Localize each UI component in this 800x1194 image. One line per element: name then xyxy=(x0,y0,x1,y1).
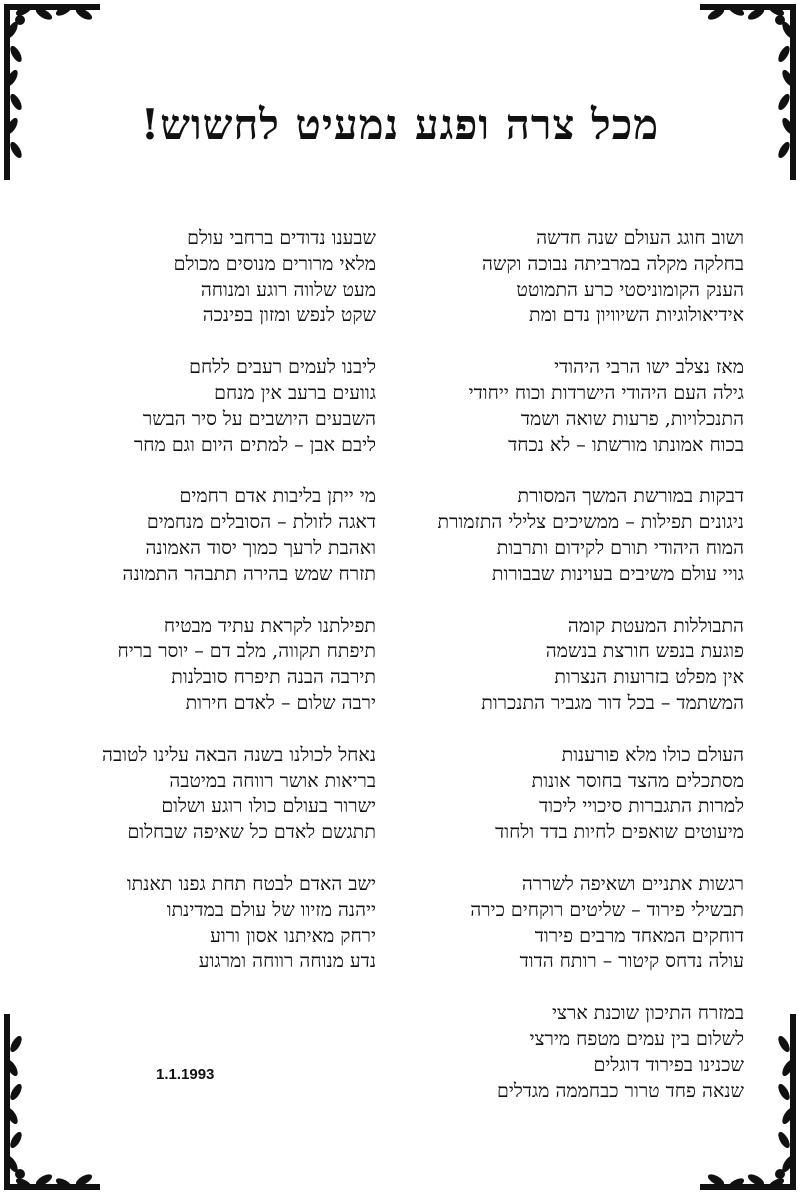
stanza xyxy=(414,1001,744,1104)
stanza xyxy=(46,743,376,846)
poem-line: פוגעת בנפש חורצת בנשמה xyxy=(545,640,744,663)
poem-line: שכנינו בפירוד דוגלים xyxy=(593,1053,744,1076)
corner-ornament-bottom-left xyxy=(0,1004,110,1194)
poem-line: דאגה לזולת – הסובלים מנחמים xyxy=(146,511,376,534)
poem-line: דוחקים המאחד מרבים פירוד xyxy=(534,924,744,947)
poem-line: אידיאולוגיות השיוויון נדם ומת xyxy=(529,304,744,327)
poem-line: שקט לנפש ומזון בפינכה xyxy=(202,304,376,327)
poem-line: תירבה הבנה תיפרח סובלנות xyxy=(171,666,376,689)
poem-line: בריאות אושר רווחה במיטבה xyxy=(169,769,376,792)
stanza xyxy=(414,872,744,975)
poem-line: השבעים היושבים על סיר הבשר xyxy=(142,407,376,430)
poem-column-left xyxy=(46,226,376,1001)
poem-line: תפילתנו לקראת עתיד מבטיח xyxy=(163,614,376,637)
poem-line: בחלקה מקלה במרביתה נבוכה וקשה xyxy=(481,252,744,275)
poem-date: 1.1.1993 xyxy=(156,1066,215,1083)
poem-line: מעט שלווה רוגע ומנוחה xyxy=(200,278,376,301)
stanza xyxy=(46,872,376,975)
poem-line: מאז נצלב ישו הרבי היהודי xyxy=(554,356,744,379)
poem-line: ירבה שלום – לאדם חירות xyxy=(185,691,376,714)
stanza xyxy=(414,743,744,846)
poem-line: גילה העם היהודי הישרדות וכוח ייחודי xyxy=(468,381,744,404)
poem-line: שבענו נדודים ברחבי עולם xyxy=(187,227,376,249)
poem-line: ושוב חוגג העולם שנה חדשה xyxy=(536,227,744,249)
poem-line: שנאה פחד טרור כבחממה מגדלים xyxy=(497,1079,744,1102)
poem-line: המשתמד – בכל דור מגביר התנכרות xyxy=(481,691,744,714)
poem-line: תזרח שמש בהירה תתבהר התמונה xyxy=(122,562,376,585)
poem-line: ניגונים תפילות – ממשיכים צלילי התזמורת xyxy=(437,511,744,534)
stanza xyxy=(414,355,744,458)
poem-line: לשלום בין עמים מטפח מירצי xyxy=(529,1027,744,1050)
poem-line: גוועים ברעב אין מנחם xyxy=(214,381,376,404)
poem-line: ירחק מאיתנו אסון ורוע xyxy=(210,924,376,947)
poem-line: ישב האדם לבטח תחת גפנו תאנתו xyxy=(126,872,376,895)
poem-line: ואהבת לרעך כמוך יסוד האמונה xyxy=(145,536,376,559)
poem-line: נדע מנוחה רווחה ומרגוע xyxy=(198,950,376,973)
poem-line: התבוללות המעטת קומה xyxy=(567,614,744,637)
stanza xyxy=(46,484,376,587)
poem-line: מסתכלים מהצד בחוסר אונות xyxy=(531,769,744,792)
poem-line: דבקות במורשת המשך המסורת xyxy=(517,485,744,508)
poem-column-right xyxy=(414,226,744,1130)
poem-line: בכוח אמונתו מורשתו – לא נכחד xyxy=(508,433,744,456)
stanza xyxy=(46,226,376,329)
corner-ornament-top-left xyxy=(0,0,110,190)
poem-line: התנכלויות, פרעות שואה ושמד xyxy=(520,407,744,430)
stanza xyxy=(414,614,744,717)
poem-line: רגשות אתניים ושאיפה לשררה xyxy=(521,872,744,895)
poem-line: ליבנו לעמים רעבים ללחם xyxy=(189,356,376,379)
poem-line: מלאי מרורים מנוסים מכולם xyxy=(173,252,376,275)
poem-line: העולם כולו מלא פורענות xyxy=(561,743,744,766)
poem-line: תבשילי פירוד – שליטים רוקחים כירה xyxy=(470,898,744,921)
poem-line: תיפתח תקווה, מלב דם – יוסר בריח xyxy=(117,640,376,663)
stanza xyxy=(46,355,376,458)
poem-line: תתגשם לאדם כל שאיפה שבחלום xyxy=(127,821,376,844)
poem-line: ייהנה מזיוו של עולם במדינתו xyxy=(166,898,376,921)
poem-line: במזרח התיכון שוכנת ארצי xyxy=(552,1002,744,1025)
poem-line: ישרור בעולם כולו רוגע ושלום xyxy=(161,795,376,818)
poem-line: עולה נדחס קיטור – רותח הדוד xyxy=(519,950,744,973)
poem-title: מכל צרה ופגע נמעיט לחשוש! xyxy=(140,100,660,149)
poem-line: מיעוטים שואפים לחיות בדד ולחוד xyxy=(495,821,744,844)
poem-line: גויי עולם משיבים בעוינות שבבורות xyxy=(491,562,744,585)
poem-line: הענק הקומוניסטי כרע התמוטט xyxy=(516,278,744,301)
poem-line: נאחל לכולנו בשנה הבאה עלינו לטובה xyxy=(102,743,376,766)
poem-line: למרות התגברות סיכויי ליכוד xyxy=(539,795,744,818)
poem-line: ליבם אבן – למתים היום וגם מחר xyxy=(133,433,376,456)
poem-line: מי ייתן בליבות אדם רחמים xyxy=(179,485,376,508)
poem-line: המוח היהודי תורם לקידום ותרבות xyxy=(496,536,744,559)
stanza xyxy=(414,484,744,587)
corner-ornament-top-right xyxy=(690,0,800,190)
stanza xyxy=(46,614,376,717)
stanza xyxy=(414,226,744,329)
poem-line: אין מפלט בזרועות הנצרות xyxy=(554,666,744,689)
